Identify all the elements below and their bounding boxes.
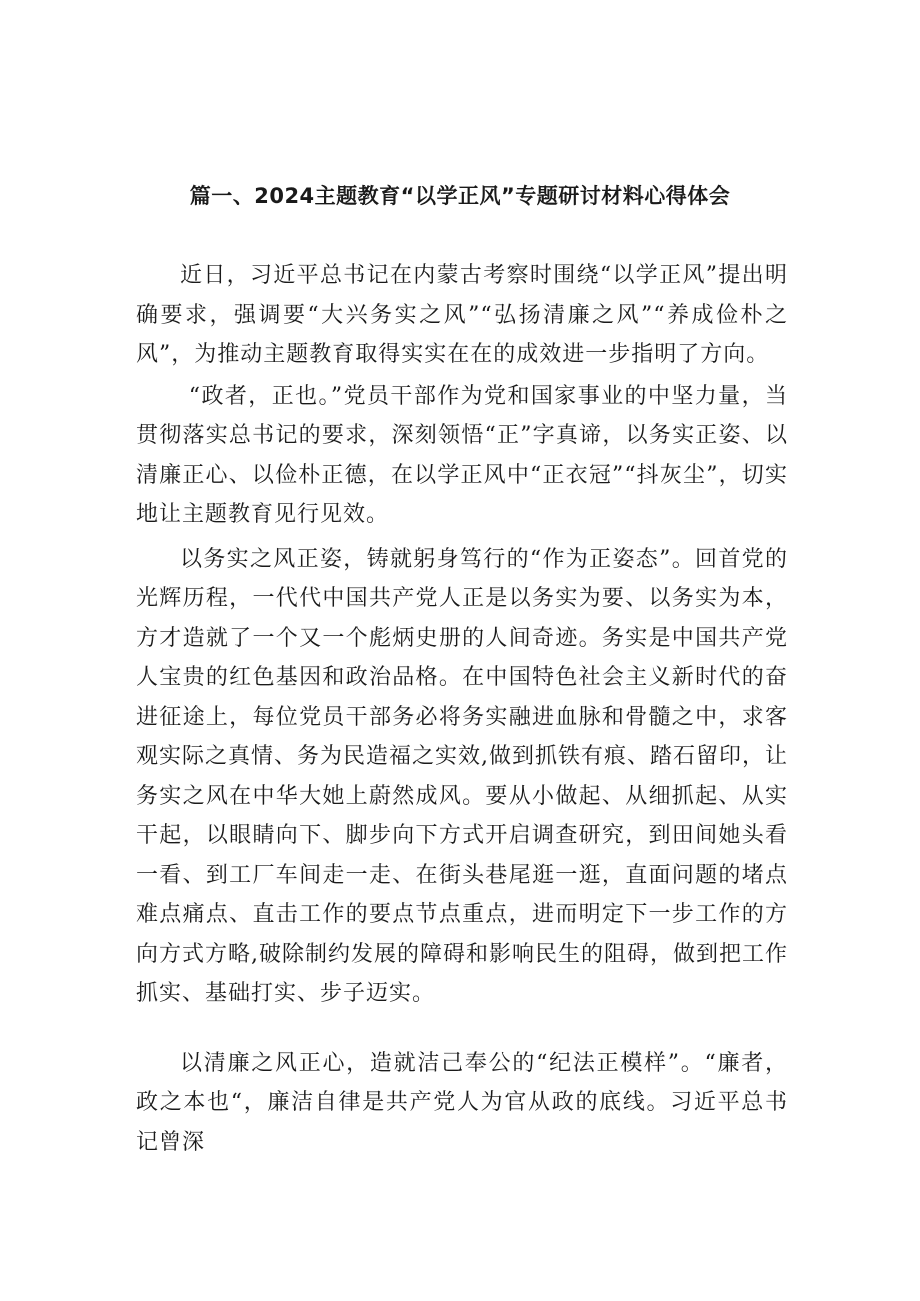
document-body [136,256,788,1162]
paragraph-4: 以清廉之风正心，造就洁己奉公的“纪法正模样”。“廉者，政之本也“，廉洁自律是共产党人为官从政的底线。习近平总书记曾深 [136,1050,788,1155]
page-title: 篇一、2024主题教育“以学正风”专题研讨材料心得体会 [189,184,731,208]
paragraph-2: “政者，正也。”党员干部作为党和国家事业的中坚力量，当贯彻落实总书记的要求，深刻领悟“正”字真谛，以务实正姿、以清廉正心、以俭朴正德，在以学正风中“正衣冠”“抖灰尘”，切实地让主题教育见行见效。 [136,383,788,527]
paragraph-3: 以务实之风正姿，铸就躬身笃行的“作为正姿态”。回首党的光辉历程，一代代中国共产党人正是以务实为要、以务实为本，方才造就了一个又一个彪炳史册的人间奇迹。务实是中国共产党人宝贵的红色基因和政治品格。在中国特色社会主义新时代的奋进征途上，每位党员干部务必将务实融进血脉和骨髓之中，求客观实际之真情、务为民造福之实效,做到抓铁有痕、踏石留印，让务实之风在中华大她上蔚然成风。要从小做起、从细抓起、从实干起，以眼睛向下、脚步向下方式开启调查研究，到田间她头看一看、到工厂车间走一走、在街头巷尾逛一逛，直面问题的堵点难点痛点、直击工作的要点节点重点，进而明定下一步工作的方向方式方略,破除制约发展的障碍和影响民生的阻碍，做到把工作抓实、基础打实、步子迈实。 [136,546,788,1006]
paragraph-1: 近日，习近平总书记在内蒙古考察时围绕“以学正风”提出明确要求，强调要“大兴务实之风”“弘扬清廉之风”“养成俭朴之风”，为推动主题教育取得实实在在的成效进一步指明了方向。 [136,263,788,367]
